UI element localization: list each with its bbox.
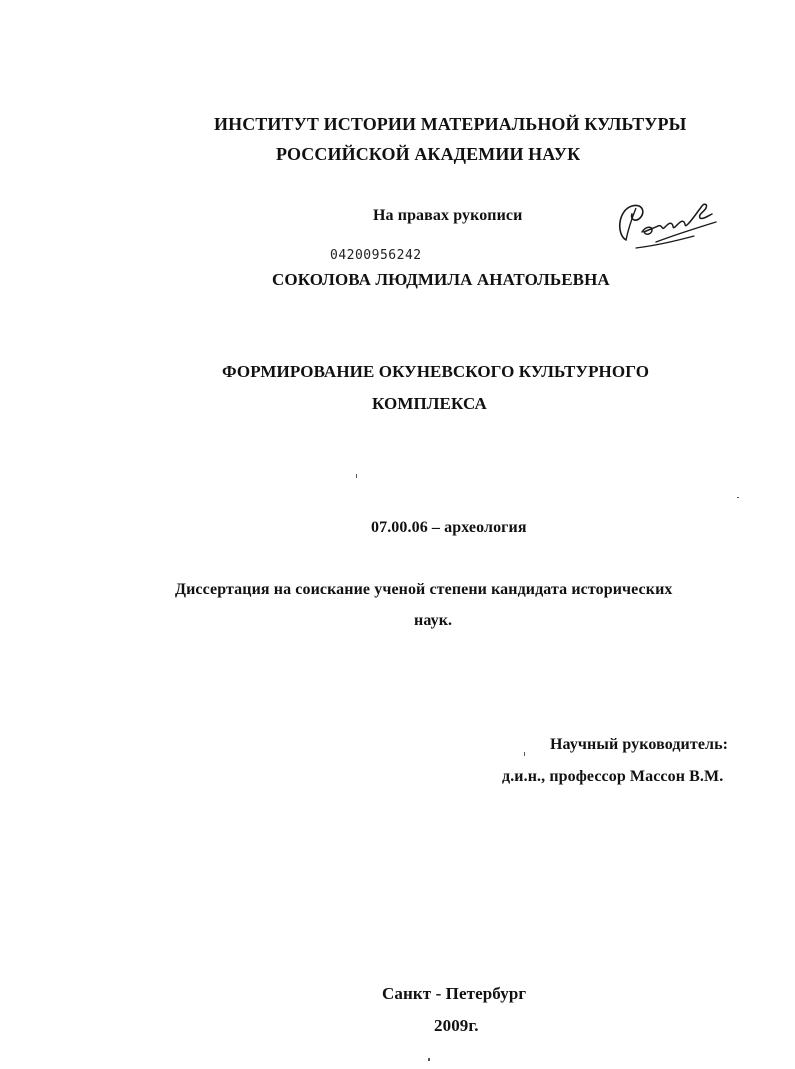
- author-name: СОКОЛОВА ЛЮДМИЛА АНАТОЛЬЕВНА: [272, 270, 610, 289]
- city: Санкт - Петербург: [382, 984, 527, 1003]
- rights-label: На правах рукописи: [373, 207, 523, 224]
- scan-speck: [356, 474, 357, 478]
- specialty: 07.00.06 – археология: [371, 519, 527, 536]
- dissertation-title-line-1: ФОРМИРОВАНИЕ ОКУНЕВСКОГО КУЛЬТУРНОГО: [222, 362, 650, 381]
- dissertation-degree-line-2: наук.: [414, 612, 453, 629]
- dissertation-title-line-2: КОМПЛЕКСА: [372, 394, 487, 413]
- registration-number: 04200956242: [330, 248, 422, 263]
- institute-line-1: ИНСТИТУТ ИСТОРИИ МАТЕРИАЛЬНОЙ КУЛЬТУРЫ: [214, 114, 687, 134]
- year: 2009г.: [434, 1016, 479, 1035]
- scan-speck: [428, 1058, 430, 1061]
- signature-image: [612, 196, 722, 256]
- institute-line-2: РОССИЙСКОЙ АКАДЕМИИ НАУК: [276, 144, 581, 164]
- scan-speck: [524, 752, 525, 756]
- supervisor-name: д.и.н., профессор Массон В.М.: [502, 768, 724, 785]
- scan-speck: [737, 497, 739, 498]
- supervisor-label: Научный руководитель:: [550, 736, 729, 753]
- dissertation-degree-line-1: Диссертация на соискание ученой степени кандидата исторических: [175, 581, 673, 598]
